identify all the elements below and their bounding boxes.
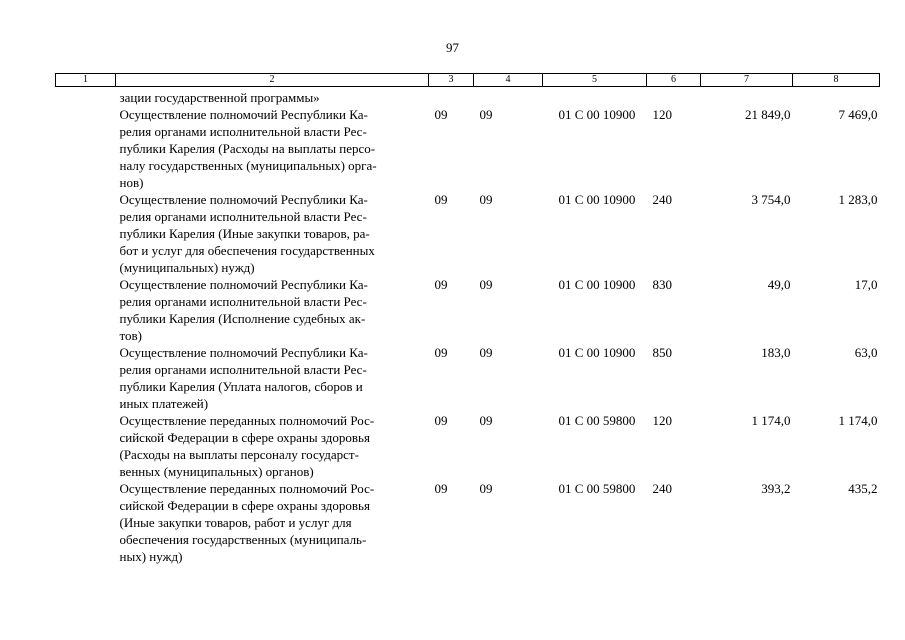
row-name-line: тов) <box>119 328 142 343</box>
empty-cell <box>56 412 116 480</box>
header-col-7: 7 <box>701 74 793 87</box>
subsection-code: 09 <box>479 277 493 292</box>
section-code: 09 <box>434 481 448 496</box>
amount-year-2: 17,0 <box>854 277 878 292</box>
row-name-line: венных (муниципальных) органов) <box>119 464 314 479</box>
header-col-2: 2 <box>116 74 429 87</box>
row-name-line: Осуществление переданных полномочий Рос- <box>119 481 375 496</box>
row-name <box>116 412 429 480</box>
row-name-line: обеспечения государственных (муниципаль- <box>119 532 367 547</box>
amount-year-2: 1 283,0 <box>838 192 878 207</box>
empty-cell <box>56 480 116 565</box>
empty-cell <box>56 191 116 276</box>
row-name-line: налу государственных (муниципальных) орга- <box>119 158 377 173</box>
table-row <box>56 412 880 480</box>
row-name-line: (муниципальных) нужд) <box>119 260 255 275</box>
expense-type-code: 830 <box>652 277 672 292</box>
section-code: 09 <box>434 107 448 122</box>
row-name-line: публики Карелия (Расходы на выплаты персо- <box>119 141 376 156</box>
amount-year-1: 3 754,0 <box>751 192 791 207</box>
subsection-code: 09 <box>479 345 493 360</box>
target-article-code: 01 С 00 59800 <box>558 481 636 496</box>
continuation-row <box>56 87 880 107</box>
row-name-line: (Расходы на выплаты персоналу государст- <box>119 447 359 462</box>
row-name-line: сийской Федерации в сфере охраны здоровья <box>119 430 370 445</box>
table-row <box>56 106 880 191</box>
row-name-line: ных) нужд) <box>119 549 183 564</box>
row-name <box>116 480 429 565</box>
row-name <box>116 344 429 412</box>
table-body <box>56 87 880 566</box>
target-article-code: 01 С 00 10900 <box>558 192 636 207</box>
table-row <box>56 480 880 565</box>
empty-cell <box>56 87 116 107</box>
target-article-code: 01 С 00 10900 <box>558 345 636 360</box>
row-name-line: релия органами исполнительной власти Рес- <box>119 124 367 139</box>
header-col-6: 6 <box>647 74 701 87</box>
header-col-4: 4 <box>474 74 543 87</box>
target-article-code: 01 С 00 59800 <box>558 413 636 428</box>
row-name-line: релия органами исполнительной власти Рес- <box>119 362 367 377</box>
empty-cell <box>56 276 116 344</box>
row-name-line: Осуществление переданных полномочий Рос- <box>119 413 375 428</box>
amount-year-1: 393,2 <box>761 481 791 496</box>
row-name-line: релия органами исполнительной власти Рес- <box>119 294 367 309</box>
table-header <box>56 74 880 87</box>
continuation-text: зации государственной программы» <box>119 90 320 105</box>
row-name-line: публики Карелия (Исполнение судебных ак- <box>119 311 366 326</box>
row-name <box>116 191 429 276</box>
row-name <box>116 276 429 344</box>
subsection-code: 09 <box>479 481 493 496</box>
target-article-code: 01 С 00 10900 <box>558 277 636 292</box>
row-name-line: публики Карелия (Уплата налогов, сборов и <box>119 379 363 394</box>
amount-year-2: 7 469,0 <box>838 107 878 122</box>
row-name <box>116 106 429 191</box>
table-row <box>56 276 880 344</box>
section-code: 09 <box>434 192 448 207</box>
expense-type-code: 240 <box>652 481 672 496</box>
amount-year-2: 63,0 <box>854 345 878 360</box>
header-col-1: 1 <box>56 74 116 87</box>
subsection-code: 09 <box>479 192 493 207</box>
subsection-code: 09 <box>479 413 493 428</box>
amount-year-1: 1 174,0 <box>751 413 791 428</box>
row-name-line: Осуществление полномочий Республики Ка- <box>119 107 368 122</box>
table-row <box>56 191 880 276</box>
empty-cell <box>56 344 116 412</box>
row-name-line: публики Карелия (Иные закупки товаров, ра- <box>119 226 370 241</box>
header-col-3: 3 <box>429 74 474 87</box>
section-code: 09 <box>434 277 448 292</box>
row-name-line: нов) <box>119 175 144 190</box>
header-col-5: 5 <box>543 74 647 87</box>
row-name-line: Осуществление полномочий Республики Ка- <box>119 345 368 360</box>
expense-type-code: 240 <box>652 192 672 207</box>
row-name-line: Осуществление полномочий Республики Ка- <box>119 277 368 292</box>
section-code: 09 <box>434 345 448 360</box>
row-name-line: Осуществление полномочий Республики Ка- <box>119 192 368 207</box>
amount-year-1: 183,0 <box>761 345 791 360</box>
header-row <box>56 74 880 87</box>
row-name-line: (Иные закупки товаров, работ и услуг для <box>119 515 352 530</box>
budget-table <box>55 73 880 565</box>
expense-type-code: 120 <box>652 413 672 428</box>
empty-cell <box>56 106 116 191</box>
table-row <box>56 344 880 412</box>
subsection-code: 09 <box>479 107 493 122</box>
amount-year-1: 49,0 <box>767 277 791 292</box>
row-name-line: иных платежей) <box>119 396 209 411</box>
row-name-line: сийской Федерации в сфере охраны здоровья <box>119 498 370 513</box>
expense-type-code: 850 <box>652 345 672 360</box>
amount-year-2: 435,2 <box>848 481 878 496</box>
amount-year-1: 21 849,0 <box>745 107 791 122</box>
empty-cell <box>429 87 880 107</box>
row-name-line: релия органами исполнительной власти Рес- <box>119 209 367 224</box>
header-col-8: 8 <box>793 74 880 87</box>
section-code: 09 <box>434 413 448 428</box>
page-number: 97 <box>446 40 459 55</box>
row-name-line: бот и услуг для обеспечения государственных <box>119 243 375 258</box>
expense-type-code: 120 <box>652 107 672 122</box>
amount-year-2: 1 174,0 <box>838 413 878 428</box>
target-article-code: 01 С 00 10900 <box>558 107 636 122</box>
